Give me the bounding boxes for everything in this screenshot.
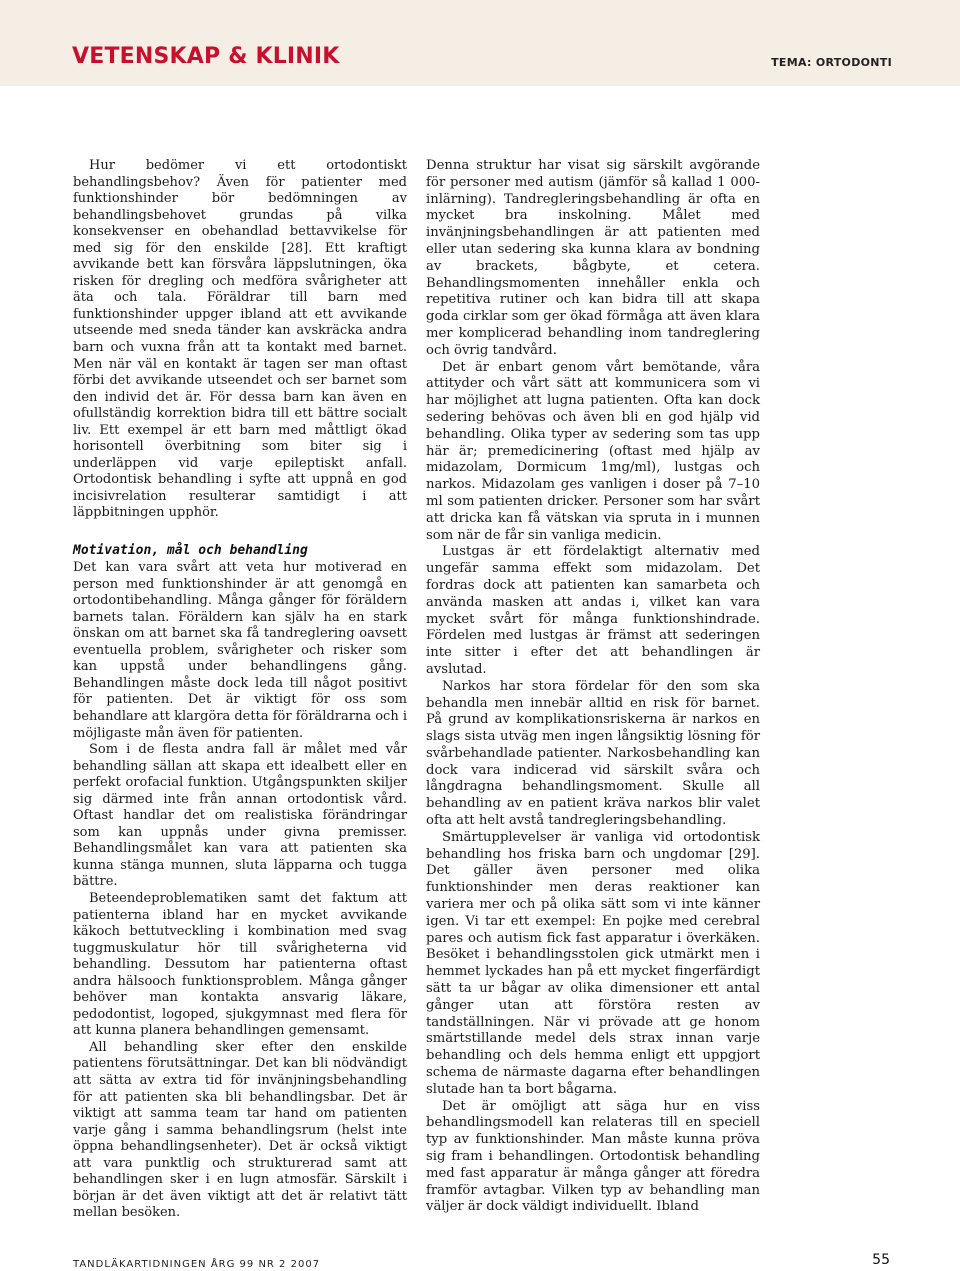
subheading: Motivation, mål och behandling [73,543,308,559]
paragraph: All behandling sker efter den enskilde patientens förutsättningar. Det kan bli nödvändigt att sätta av extra tid för invänjningsbehandling för att patienten ska bli behandlingsbar. Det är viktigt att samma team tar hand om patienten varje gång i samma behandlingsrum (helst inte öppna behandlingsenheter). Det är också viktigt att vara punktlig och strukturerad samt att behandlingen sker i en lugn atmosfär. Särskilt i början är det även viktigt att det är relativt tätt mellan besöken. [73,1039,407,1221]
paragraph: Det är enbart genom vårt bemötande, våra attityder och vårt sätt att kommunicera som vi har möjlighet att lugna patienten. Ofta kan dock sedering behövas och även bli en god hjälp vid behandling. Olika typer av sedering som tas upp här är; premedicinering (oftast med hjälp av midazolam, Dormicum 1mg/ml), lustgas och narkos. Midazolam ges vanligen i doser på 7–10 ml som patienten dricker. Personer som har svårt att dricka kan få vätskan via spruta in i munnen som när de får sin vanliga medicin. [426,359,760,543]
paragraph: Hur bedömer vi ett ortodontiskt behandlingsbehov? Även för patienter med funktionshinder bör bedömningen av behandlingsbehovet grundas på vilka konsekvenser en obehandlad bettavvikelse för med sig för den enskilde [28]. Ett kraftigt avvikande bett kan försvåra läppslutningen, öka risken för dregling och medföra svårigheter att äta och tala. Föräldrar till barn med funktionshinder uppger ibland att ett avvikande utseende med sneda tänder kan avskräcka andra barn och vuxna från att ta kontakt med barnet. Men när väl en kontakt är tagen ser man oftast förbi det avvikande utseendet och ser barnet som den individ det är. För dessa barn kan även en ofullständig korrektion bidra till ett bättre socialt liv. Ett exempel är ett barn med måttligt ökad horisontell överbitning som biter sig i underläppen vid varje epileptiskt anfall. Ortodontisk behandling i syfte att uppnå en god incisivrelation resulterar samtidigt i att läppbitningen upphör. [73,158,407,521]
paragraph: Beteendeproblematiken samt det faktum att patienterna ibland har en mycket avvikande käkoch bettutveckling i kombination med svag tuggmuskulatur hör till svårigheterna vid behandling. Dessutom har patienterna oftast andra hälsooch funktionsproblem. Många gånger behöver man kontakta ansvarig läkare, pedodontist, logoped, sjukgymnast med flera för att kunna planera behandlingen gemensamt. [73,890,407,1039]
theme-tag: TEMA: ORTODONTI [771,56,892,69]
paragraph: Det kan vara svårt att veta hur motiverad en person med funktionshinder är att genomgå en ortodontibehandling. Många gånger för föräldern barnets talan. Föräldern kan själv ha en stark önskan om att barnet ska få tandreglering oavsett eventuella problem, svårigheter och risker som kan uppstå under behandlingens gång. Behandlingen måste dock leda till något positivt för patienten. Det är viktigt för oss som behandlare att klargöra detta för föräldrarna och i möjligaste mån även för patienten. [73,560,407,741]
header-band [0,0,960,86]
left-column [73,158,407,1222]
page-number: 55 [872,1252,890,1268]
publication-footer: TANDLÄKARTIDNINGEN ÅRG 99 NR 2 2007 [73,1259,321,1270]
paragraph: Smärtupplevelser är vanliga vid ortodontisk behandling hos friska barn och ungdomar [29]. Det gäller även personer med olika funktionshinder men deras reaktioner kan variera mer och på olika sätt som vi inte känner igen. Vi tar ett exempel: En pojke med cerebral pares och autism fick fast apparatur i överkäken. Besöket i behandlingsstolen gick utmärkt men i hemmet lyckades han på ett mycket fingerfärdigt sätt ta ur bågar av olika dimensioner ett antal gånger utan att förstöra resten av tandställningen. När vi prövade att ge honom smärtstillande medel dels strax innan varje behandling och dels hemma enligt ett uppgjort schema de närmaste dagarna efter behandlingen slutade han ta bort bågarna. [426,829,760,1097]
paragraph: Narkos har stora fördelar för den som ska behandla men innebär alltid en risk för barnet. På grund av komplikationsriskerna är narkos en slags sista utväg men ingen långsiktig lösning för svårbehandlade patienter. Narkosbehandling kan dock vara indicerad vid särskilt svåra och långdragna behandlingsmoment. Skulle all behandling av en patient kräva narkos blir valet ofta att helt avstå tandregleringsbehandling. [426,678,760,829]
paragraph: Lustgas är ett fördelaktigt alternativ med ungefär samma effekt som midazolam. Det fordras dock att patienten kan samarbeta och använda masken att andas i, vilket kan vara mycket svårt för många funktionshindrade. Fördelen med lustgas är främst att sederingen inte sitter i efter det att behandlingen är avslutad. [426,544,760,677]
section-title: VETENSKAP & KLINIK [72,44,340,69]
paragraph: Det är omöjligt att säga hur en viss behandlingsmodell kan relateras till en speciell typ av funktionshinder. Man måste kunna pröva sig fram i behandlingen. Ortodontisk behandling med fast apparatur är många gånger att föredra framför avtagbar. Vilken typ av behandling man väljer är dock väldigt individuellt. Ibland [426,1098,760,1215]
paragraph: Som i de flesta andra fall är målet med vår behandling sällan att skapa ett idealbett eller en perfekt orofacial funktion. Utgångspunkten skiljer sig därmed inte från annan ortodontisk vård. Oftast handlar det om realistiska förändringar som kan uppnås under givna premisser. Behandlingsmålet kan vara att patienten ska kunna stänga munnen, sluta läpparna och tugga bättre. [73,742,407,890]
right-column [426,158,760,1216]
paragraph: Denna struktur har visat sig särskilt avgörande för personer med autism (jämför så kallad 1 000-inlärning). Tandregleringsbehandling är ofta en mycket bra inskolning. Målet med invänjningsbehandlingen är att patienten med eller utan sedering ska kunna klara av bondning av brackets, bågbyte, et cetera. Behandlingsmomenten innehåller enkla och repetitiva rutiner och kan bidra till att skapa goda cirklar som ger ökad förmåga att även klara mer komplicerad behandling inom tandreglering och övrig tandvård. [426,158,760,358]
